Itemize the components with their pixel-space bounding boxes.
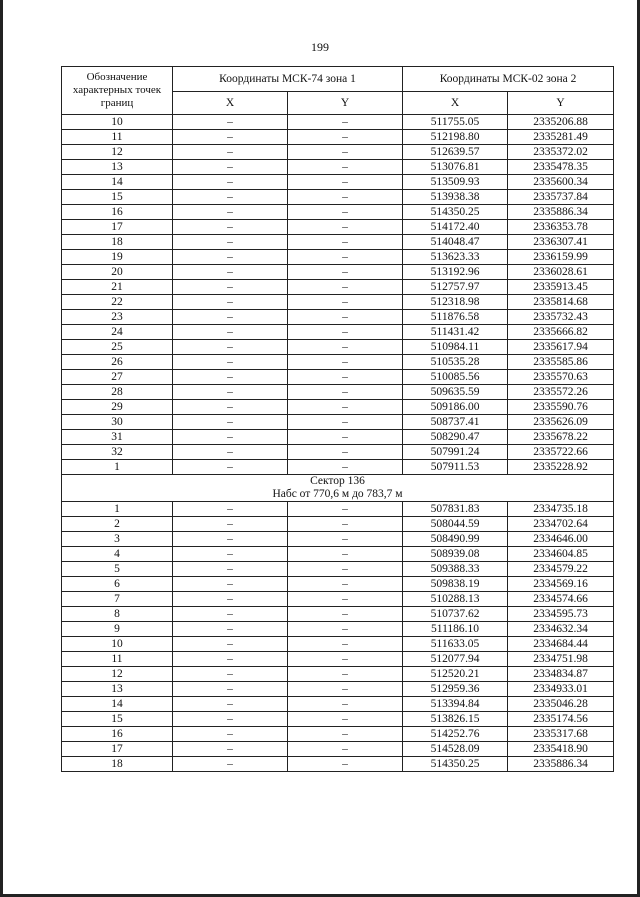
msk74-y-cell: – — [288, 205, 403, 220]
point-number-cell: 16 — [62, 727, 173, 742]
msk74-y-cell: – — [288, 445, 403, 460]
msk02-y-cell: 2335317.68 — [508, 727, 614, 742]
msk02-x-cell: 509838.19 — [403, 577, 508, 592]
table-row — [62, 622, 614, 637]
msk02-y-cell: 2335174.56 — [508, 712, 614, 727]
msk02-x-cell: 510737.62 — [403, 607, 508, 622]
msk02-y-cell: 2335666.82 — [508, 325, 614, 340]
msk02-y-cell: 2334735.18 — [508, 502, 614, 517]
msk02-y-cell: 2336307.41 — [508, 235, 614, 250]
msk74-y-cell: – — [288, 517, 403, 532]
msk02-x-cell: 512757.97 — [403, 280, 508, 295]
msk02-y-cell: 2335626.09 — [508, 415, 614, 430]
point-number-cell: 1 — [62, 460, 173, 475]
msk74-y-cell: – — [288, 667, 403, 682]
msk74-x-cell: – — [173, 712, 288, 727]
point-number-cell: 23 — [62, 310, 173, 325]
msk74-x-cell: – — [173, 430, 288, 445]
table-row — [62, 682, 614, 697]
header-msk02-y: Y — [508, 92, 614, 115]
msk02-y-cell: 2334646.00 — [508, 532, 614, 547]
table-row — [62, 697, 614, 712]
point-number-cell: 14 — [62, 175, 173, 190]
msk74-y-cell: – — [288, 280, 403, 295]
point-number-cell: 17 — [62, 220, 173, 235]
sector-header-section — [62, 475, 614, 502]
point-number-cell: 24 — [62, 325, 173, 340]
header-msk74-x: X — [173, 92, 288, 115]
msk02-x-cell: 511186.10 — [403, 622, 508, 637]
table-row — [62, 562, 614, 577]
msk02-x-cell: 514172.40 — [403, 220, 508, 235]
msk02-y-cell: 2334834.87 — [508, 667, 614, 682]
table-row — [62, 370, 614, 385]
page-number: 199 — [311, 40, 329, 54]
sector-row — [62, 475, 614, 502]
table-row — [62, 445, 614, 460]
point-number-cell: 17 — [62, 742, 173, 757]
point-number-cell: 2 — [62, 517, 173, 532]
table-row — [62, 310, 614, 325]
msk74-x-cell: – — [173, 385, 288, 400]
point-number-cell: 15 — [62, 712, 173, 727]
msk02-x-cell: 508044.59 — [403, 517, 508, 532]
msk02-x-cell: 509635.59 — [403, 385, 508, 400]
msk02-y-cell: 2335372.02 — [508, 145, 614, 160]
msk02-y-cell: 2335046.28 — [508, 697, 614, 712]
table-section-a — [62, 115, 614, 475]
table-row — [62, 295, 614, 310]
msk74-y-cell: – — [288, 622, 403, 637]
table-row — [62, 577, 614, 592]
msk74-x-cell: – — [173, 145, 288, 160]
msk74-x-cell: – — [173, 280, 288, 295]
msk02-y-cell: 2334579.22 — [508, 562, 614, 577]
msk74-x-cell: – — [173, 160, 288, 175]
header-point-designation: Обозначение характерных точек границ — [62, 67, 173, 115]
table-row — [62, 667, 614, 682]
table-row — [62, 175, 614, 190]
point-number-cell: 26 — [62, 355, 173, 370]
msk74-y-cell: – — [288, 190, 403, 205]
msk74-y-cell: – — [288, 757, 403, 772]
msk02-y-cell: 2335886.34 — [508, 205, 614, 220]
table-row — [62, 652, 614, 667]
msk74-y-cell: – — [288, 220, 403, 235]
msk74-x-cell: – — [173, 115, 288, 130]
msk74-x-cell: – — [173, 532, 288, 547]
msk74-x-cell: – — [173, 682, 288, 697]
msk02-y-cell: 2335617.94 — [508, 340, 614, 355]
msk02-x-cell: 512077.94 — [403, 652, 508, 667]
msk74-x-cell: – — [173, 757, 288, 772]
msk74-y-cell: – — [288, 430, 403, 445]
table-row — [62, 115, 614, 130]
msk02-y-cell: 2335281.49 — [508, 130, 614, 145]
msk02-x-cell: 510085.56 — [403, 370, 508, 385]
point-number-cell: 20 — [62, 265, 173, 280]
msk74-x-cell: – — [173, 415, 288, 430]
msk74-y-cell: – — [288, 385, 403, 400]
table-row — [62, 265, 614, 280]
msk74-x-cell: – — [173, 445, 288, 460]
msk02-x-cell: 509186.00 — [403, 400, 508, 415]
msk74-x-cell: – — [173, 697, 288, 712]
msk02-x-cell: 513076.81 — [403, 160, 508, 175]
point-number-cell: 10 — [62, 637, 173, 652]
msk74-y-cell: – — [288, 415, 403, 430]
point-number-cell: 14 — [62, 697, 173, 712]
point-number-cell: 22 — [62, 295, 173, 310]
msk74-y-cell: – — [288, 340, 403, 355]
table-row — [62, 532, 614, 547]
table-row — [62, 592, 614, 607]
msk02-y-cell: 2336353.78 — [508, 220, 614, 235]
point-number-cell: 16 — [62, 205, 173, 220]
point-number-cell: 10 — [62, 115, 173, 130]
point-number-cell: 25 — [62, 340, 173, 355]
msk74-y-cell: – — [288, 250, 403, 265]
point-number-cell: 8 — [62, 607, 173, 622]
point-number-cell: 27 — [62, 370, 173, 385]
table-row — [62, 460, 614, 475]
point-number-cell: 5 — [62, 562, 173, 577]
table-row — [62, 235, 614, 250]
msk74-x-cell: – — [173, 220, 288, 235]
msk02-y-cell: 2335228.92 — [508, 460, 614, 475]
msk02-y-cell: 2334684.44 — [508, 637, 614, 652]
point-number-cell: 4 — [62, 547, 173, 562]
msk74-x-cell: – — [173, 175, 288, 190]
msk02-x-cell: 508939.08 — [403, 547, 508, 562]
msk02-x-cell: 514350.25 — [403, 757, 508, 772]
point-number-cell: 1 — [62, 502, 173, 517]
msk02-y-cell: 2335572.26 — [508, 385, 614, 400]
msk74-x-cell: – — [173, 310, 288, 325]
msk02-x-cell: 510288.13 — [403, 592, 508, 607]
msk02-x-cell: 512959.36 — [403, 682, 508, 697]
msk02-x-cell: 514350.25 — [403, 205, 508, 220]
msk02-x-cell: 514048.47 — [403, 235, 508, 250]
msk02-x-cell: 507991.24 — [403, 445, 508, 460]
msk74-y-cell: – — [288, 130, 403, 145]
msk02-y-cell: 2334751.98 — [508, 652, 614, 667]
msk74-x-cell: – — [173, 400, 288, 415]
msk74-x-cell: – — [173, 727, 288, 742]
msk74-x-cell: – — [173, 340, 288, 355]
msk74-x-cell: – — [173, 502, 288, 517]
msk02-y-cell: 2334604.85 — [508, 547, 614, 562]
msk02-x-cell: 512318.98 — [403, 295, 508, 310]
point-number-cell: 15 — [62, 190, 173, 205]
msk74-y-cell: – — [288, 235, 403, 250]
point-number-cell: 13 — [62, 160, 173, 175]
msk02-x-cell: 514528.09 — [403, 742, 508, 757]
msk02-x-cell: 510984.11 — [403, 340, 508, 355]
point-number-cell: 30 — [62, 415, 173, 430]
msk74-y-cell: – — [288, 160, 403, 175]
msk74-y-cell: – — [288, 712, 403, 727]
msk02-y-cell: 2334595.73 — [508, 607, 614, 622]
msk02-x-cell: 512520.21 — [403, 667, 508, 682]
msk74-y-cell: – — [288, 562, 403, 577]
sector-title: Сектор 136 — [310, 475, 365, 487]
msk74-y-cell: – — [288, 115, 403, 130]
msk02-x-cell: 512198.80 — [403, 130, 508, 145]
msk74-y-cell: – — [288, 502, 403, 517]
msk74-x-cell: – — [173, 562, 288, 577]
msk74-x-cell: – — [173, 235, 288, 250]
table-row — [62, 325, 614, 340]
msk74-y-cell: – — [288, 577, 403, 592]
msk74-x-cell: – — [173, 652, 288, 667]
table-row — [62, 130, 614, 145]
table-row — [62, 280, 614, 295]
table-section-b — [62, 502, 614, 772]
msk02-y-cell: 2335478.35 — [508, 160, 614, 175]
msk02-x-cell: 513826.15 — [403, 712, 508, 727]
point-number-cell: 7 — [62, 592, 173, 607]
table-row — [62, 502, 614, 517]
point-number-cell: 19 — [62, 250, 173, 265]
msk74-y-cell: – — [288, 652, 403, 667]
msk02-y-cell: 2335585.86 — [508, 355, 614, 370]
msk02-y-cell: 2336028.61 — [508, 265, 614, 280]
msk02-y-cell: 2335600.34 — [508, 175, 614, 190]
msk02-x-cell: 507831.83 — [403, 502, 508, 517]
msk02-x-cell: 513509.93 — [403, 175, 508, 190]
header-msk02-x: X — [403, 92, 508, 115]
table-row — [62, 190, 614, 205]
msk02-y-cell: 2335206.88 — [508, 115, 614, 130]
msk74-y-cell: – — [288, 532, 403, 547]
msk02-y-cell: 2335418.90 — [508, 742, 614, 757]
msk74-x-cell: – — [173, 370, 288, 385]
msk02-y-cell: 2335732.43 — [508, 310, 614, 325]
table-row — [62, 340, 614, 355]
msk74-y-cell: – — [288, 265, 403, 280]
msk02-y-cell: 2334574.66 — [508, 592, 614, 607]
msk74-x-cell: – — [173, 190, 288, 205]
point-number-cell: 11 — [62, 130, 173, 145]
point-number-cell: 6 — [62, 577, 173, 592]
msk74-x-cell: – — [173, 250, 288, 265]
msk74-x-cell: – — [173, 205, 288, 220]
header-msk74-y: Y — [288, 92, 403, 115]
msk74-y-cell: – — [288, 295, 403, 310]
point-number-cell: 18 — [62, 235, 173, 250]
msk74-y-cell: – — [288, 592, 403, 607]
msk74-x-cell: – — [173, 742, 288, 757]
msk02-y-cell: 2334569.16 — [508, 577, 614, 592]
msk74-x-cell: – — [173, 592, 288, 607]
table-row — [62, 742, 614, 757]
msk74-y-cell: – — [288, 742, 403, 757]
table-row — [62, 220, 614, 235]
msk74-y-cell: – — [288, 325, 403, 340]
msk02-y-cell: 2335737.84 — [508, 190, 614, 205]
msk02-y-cell: 2335570.63 — [508, 370, 614, 385]
msk02-x-cell: 513623.33 — [403, 250, 508, 265]
msk02-y-cell: 2335913.45 — [508, 280, 614, 295]
msk02-y-cell: 2334702.64 — [508, 517, 614, 532]
table-row — [62, 547, 614, 562]
msk02-x-cell: 508490.99 — [403, 532, 508, 547]
msk02-x-cell: 513394.84 — [403, 697, 508, 712]
msk74-y-cell: – — [288, 697, 403, 712]
point-number-cell: 31 — [62, 430, 173, 445]
table-row — [62, 607, 614, 622]
table-row — [62, 712, 614, 727]
msk02-y-cell: 2335722.66 — [508, 445, 614, 460]
sector-heading — [62, 475, 614, 502]
msk02-x-cell: 511633.05 — [403, 637, 508, 652]
point-number-cell: 21 — [62, 280, 173, 295]
msk74-y-cell: – — [288, 145, 403, 160]
msk02-x-cell: 513192.96 — [403, 265, 508, 280]
table-row — [62, 250, 614, 265]
msk74-y-cell: – — [288, 400, 403, 415]
msk02-x-cell: 510535.28 — [403, 355, 508, 370]
table-row — [62, 145, 614, 160]
table-row — [62, 385, 614, 400]
msk02-x-cell: 508290.47 — [403, 430, 508, 445]
msk02-x-cell: 511431.42 — [403, 325, 508, 340]
point-number-cell: 12 — [62, 667, 173, 682]
msk02-x-cell: 513938.38 — [403, 190, 508, 205]
point-number-cell: 12 — [62, 145, 173, 160]
table-row — [62, 430, 614, 445]
msk74-x-cell: – — [173, 667, 288, 682]
msk74-x-cell: – — [173, 355, 288, 370]
table-row — [62, 517, 614, 532]
msk02-x-cell: 514252.76 — [403, 727, 508, 742]
msk74-x-cell: – — [173, 295, 288, 310]
msk02-y-cell: 2335814.68 — [508, 295, 614, 310]
msk74-x-cell: – — [173, 325, 288, 340]
table-row — [62, 400, 614, 415]
msk74-x-cell: – — [173, 460, 288, 475]
msk74-y-cell: – — [288, 175, 403, 190]
coordinates-table — [61, 66, 614, 772]
msk02-y-cell: 2335590.76 — [508, 400, 614, 415]
header-msk74-zone1: Координаты МСК-74 зона 1 — [173, 67, 403, 92]
point-number-cell: 9 — [62, 622, 173, 637]
msk02-y-cell: 2335886.34 — [508, 757, 614, 772]
msk02-x-cell: 512639.57 — [403, 145, 508, 160]
point-number-cell: 29 — [62, 400, 173, 415]
msk74-y-cell: – — [288, 682, 403, 697]
table-row — [62, 727, 614, 742]
sector-subtitle: Набс от 770,6 м до 783,7 м — [272, 488, 403, 500]
point-number-cell: 13 — [62, 682, 173, 697]
msk74-y-cell: – — [288, 370, 403, 385]
msk74-x-cell: – — [173, 547, 288, 562]
msk74-x-cell: – — [173, 607, 288, 622]
point-number-cell: 18 — [62, 757, 173, 772]
msk02-x-cell: 508737.41 — [403, 415, 508, 430]
msk02-y-cell: 2336159.99 — [508, 250, 614, 265]
msk74-y-cell: – — [288, 607, 403, 622]
msk74-y-cell: – — [288, 547, 403, 562]
table-row — [62, 205, 614, 220]
point-number-cell: 28 — [62, 385, 173, 400]
table-row — [62, 160, 614, 175]
msk74-x-cell: – — [173, 130, 288, 145]
msk02-x-cell: 511755.05 — [403, 115, 508, 130]
point-number-cell: 11 — [62, 652, 173, 667]
point-number-cell: 3 — [62, 532, 173, 547]
msk74-y-cell: – — [288, 637, 403, 652]
msk02-y-cell: 2334632.34 — [508, 622, 614, 637]
msk02-y-cell: 2335678.22 — [508, 430, 614, 445]
msk02-x-cell: 511876.58 — [403, 310, 508, 325]
msk74-y-cell: – — [288, 310, 403, 325]
msk74-x-cell: – — [173, 637, 288, 652]
msk02-x-cell: 507911.53 — [403, 460, 508, 475]
table-row — [62, 637, 614, 652]
msk74-x-cell: – — [173, 577, 288, 592]
msk02-y-cell: 2334933.01 — [508, 682, 614, 697]
table-row — [62, 757, 614, 772]
msk74-y-cell: – — [288, 727, 403, 742]
msk74-y-cell: – — [288, 355, 403, 370]
msk74-x-cell: – — [173, 517, 288, 532]
msk74-x-cell: – — [173, 622, 288, 637]
header-msk02-zone2: Координаты МСК-02 зона 2 — [403, 67, 614, 92]
point-number-cell: 32 — [62, 445, 173, 460]
msk02-x-cell: 509388.33 — [403, 562, 508, 577]
table-row — [62, 355, 614, 370]
msk74-y-cell: – — [288, 460, 403, 475]
table-row — [62, 415, 614, 430]
msk74-x-cell: – — [173, 265, 288, 280]
